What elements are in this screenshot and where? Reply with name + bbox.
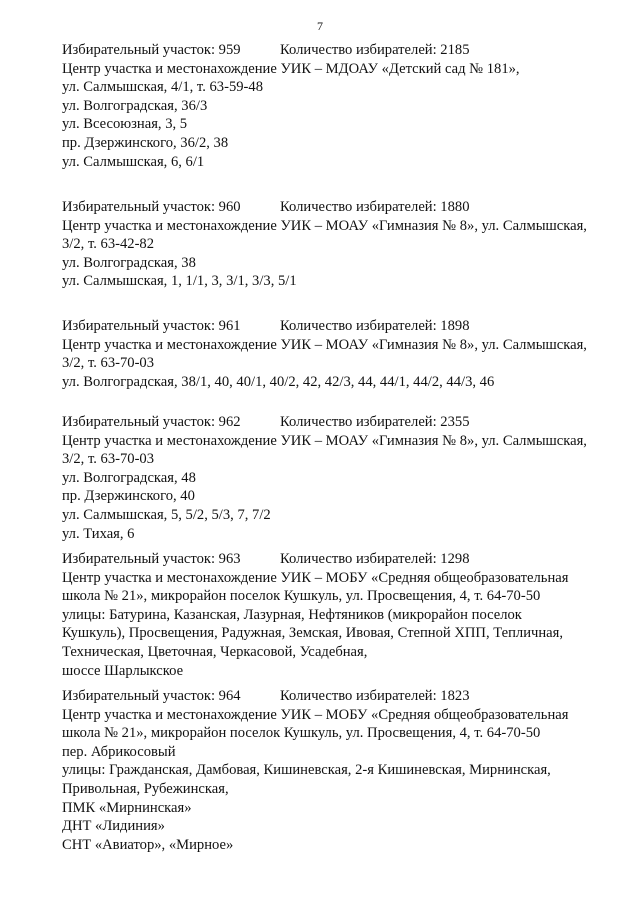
precinct-line: СНТ «Авиатор», «Мирное»: [62, 836, 234, 853]
voter-count: Количество избирателей: 2185: [280, 42, 470, 58]
precinct-line: ул. Салмышская, 6, 6/1: [62, 153, 205, 170]
voter-count: Количество избирателей: 1898: [280, 318, 470, 334]
precinct-block: [62, 550, 618, 680]
precinct-label: Избирательный участок: 961: [62, 318, 241, 334]
precinct-line: Центр участка и местонахождение УИК – МОБУ «Средняя общеобразовательная: [62, 569, 569, 586]
precinct-block: [62, 413, 618, 543]
precinct-line: улицы: Гражданская, Дамбовая, Кишиневская, 2-я Кишиневская, Мирнинская,: [62, 762, 551, 779]
precinct-line: ул. Всесоюзная, 3, 5: [62, 116, 188, 133]
precinct-line: ул. Салмышская, 5, 5/2, 5/3, 7, 7/2: [62, 506, 271, 523]
precinct-line: ул. Волгоградская, 38/1, 40, 40/1, 40/2, 42, 42/3, 44, 44/1, 44/2, 44/3, 46: [62, 373, 495, 390]
precinct-line: ул. Волгоградская, 48: [62, 469, 196, 486]
precinct-line: шоссе Шарлыкское: [62, 662, 184, 679]
precinct-line: Кушкуль), Просвещения, Радужная, Земская, Ивовая, Степной ХПП, Тепличная,: [62, 625, 563, 642]
precinct-line: улицы: Батурина, Казанская, Лазурная, Нефтяников (микрорайон поселок: [62, 606, 522, 623]
voter-count: Количество избирателей: 1880: [280, 199, 470, 215]
precinct-line: пр. Дзержинского, 36/2, 38: [62, 134, 229, 151]
precinct-line: ул. Салмышская, 1, 1/1, 3, 3/1, 3/3, 5/1: [62, 273, 297, 290]
precinct-line: 3/2, т. 63-70-03: [62, 355, 155, 372]
precinct-line: Центр участка и местонахождение УИК – МДОАУ «Детский сад № 181»,: [62, 60, 520, 77]
voter-count: Количество избирателей: 1823: [280, 688, 470, 704]
precinct-label: Избирательный участок: 959: [62, 42, 241, 58]
precinct-header: [62, 413, 618, 432]
precinct-line: Центр участка и местонахождение УИК – МОБУ «Средняя общеобразовательная: [62, 706, 569, 723]
precinct-block: [62, 687, 618, 854]
precinct-line: 3/2, т. 63-70-03: [62, 451, 155, 468]
precinct-line: пр. Дзержинского, 40: [62, 488, 195, 505]
precinct-line: ул. Тихая, 6: [62, 525, 135, 542]
precinct-line: пер. Абрикосовый: [62, 743, 176, 760]
precinct-line: Привольная, Рубежинская,: [62, 780, 229, 797]
precinct-line: ул. Волгоградская, 38: [62, 254, 196, 271]
precinct-header: [62, 317, 618, 336]
precinct-line: 3/2, т. 63-42-82: [62, 236, 155, 253]
precinct-header: [62, 198, 618, 217]
precinct-line: Центр участка и местонахождение УИК – МОАУ «Гимназия № 8», ул. Салмышская,: [62, 217, 587, 234]
precinct-label: Избирательный участок: 963: [62, 551, 241, 567]
precinct-label: Избирательный участок: 962: [62, 414, 241, 430]
precinct-label: Избирательный участок: 964: [62, 688, 241, 704]
precinct-line: ул. Салмышская, 4/1, т. 63-59-48: [62, 79, 263, 96]
precinct-block: [62, 198, 618, 291]
precinct-line: Центр участка и местонахождение УИК – МОАУ «Гимназия № 8», ул. Салмышская,: [62, 336, 587, 353]
precinct-line: школа № 21», микрорайон поселок Кушкуль, ул. Просвещения, 4, т. 64-70-50: [62, 725, 541, 742]
voter-count: Количество избирателей: 1298: [280, 551, 470, 567]
voter-count: Количество избирателей: 2355: [280, 414, 470, 430]
precinct-line: ПМК «Мирнинская»: [62, 799, 192, 816]
precinct-line: Техническая, Цветочная, Черкасовой, Усадебная,: [62, 643, 368, 660]
precinct-header: [62, 687, 618, 706]
precinct-block: [62, 41, 618, 171]
precinct-line: школа № 21», микрорайон поселок Кушкуль, ул. Просвещения, 4, т. 64-70-50: [62, 588, 541, 605]
precinct-header: [62, 550, 618, 569]
page-number: 7: [317, 19, 323, 33]
precinct-header: [62, 41, 618, 60]
precinct-line: ул. Волгоградская, 36/3: [62, 97, 208, 114]
precinct-label: Избирательный участок: 960: [62, 199, 241, 215]
precinct-line: ДНТ «Лидиния»: [62, 818, 165, 835]
precinct-block: [62, 317, 618, 391]
precinct-line: Центр участка и местонахождение УИК – МОАУ «Гимназия № 8», ул. Салмышская,: [62, 432, 587, 449]
